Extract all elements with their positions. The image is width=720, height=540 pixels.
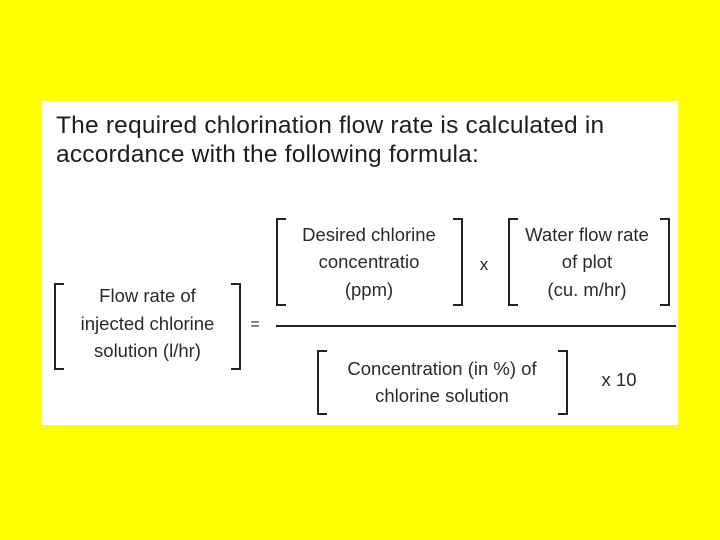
lhs-line-2: injected chlorine	[80, 313, 215, 334]
intro-line-1: The required chlorination flow rate is calculated in	[56, 112, 605, 139]
fraction-bar	[276, 325, 676, 327]
num-right-line-3: (cu. m/hr)	[547, 279, 627, 300]
intro-line-2: accordance with the following formula:	[56, 141, 479, 168]
num-left-bracket-left	[276, 218, 286, 306]
denom-line-1: Concentration (in %) of	[347, 358, 537, 379]
lhs-line-1: Flow rate of	[99, 285, 196, 306]
intro-text	[56, 111, 604, 169]
num-left-line-2: concentratio	[318, 251, 420, 272]
num-right-line-1: Water flow rate	[525, 224, 649, 245]
num-left-line-3: (ppm)	[344, 279, 394, 300]
num-right-line-2: of plot	[561, 251, 613, 272]
lhs-line-3: solution (l/hr)	[94, 340, 201, 361]
num-left-bracket-right	[453, 218, 463, 306]
equals-sign: =	[250, 316, 260, 333]
denom-bracket-right	[558, 350, 568, 415]
lhs-bracket-left	[54, 283, 64, 370]
times-sign: x	[479, 255, 489, 274]
lhs-bracket-right	[231, 283, 241, 370]
denom-line-2: chlorine solution	[375, 385, 509, 406]
formula-slide	[42, 101, 678, 425]
num-left-line-1: Desired chlorine	[302, 224, 436, 245]
multiplier: x 10	[601, 369, 637, 390]
